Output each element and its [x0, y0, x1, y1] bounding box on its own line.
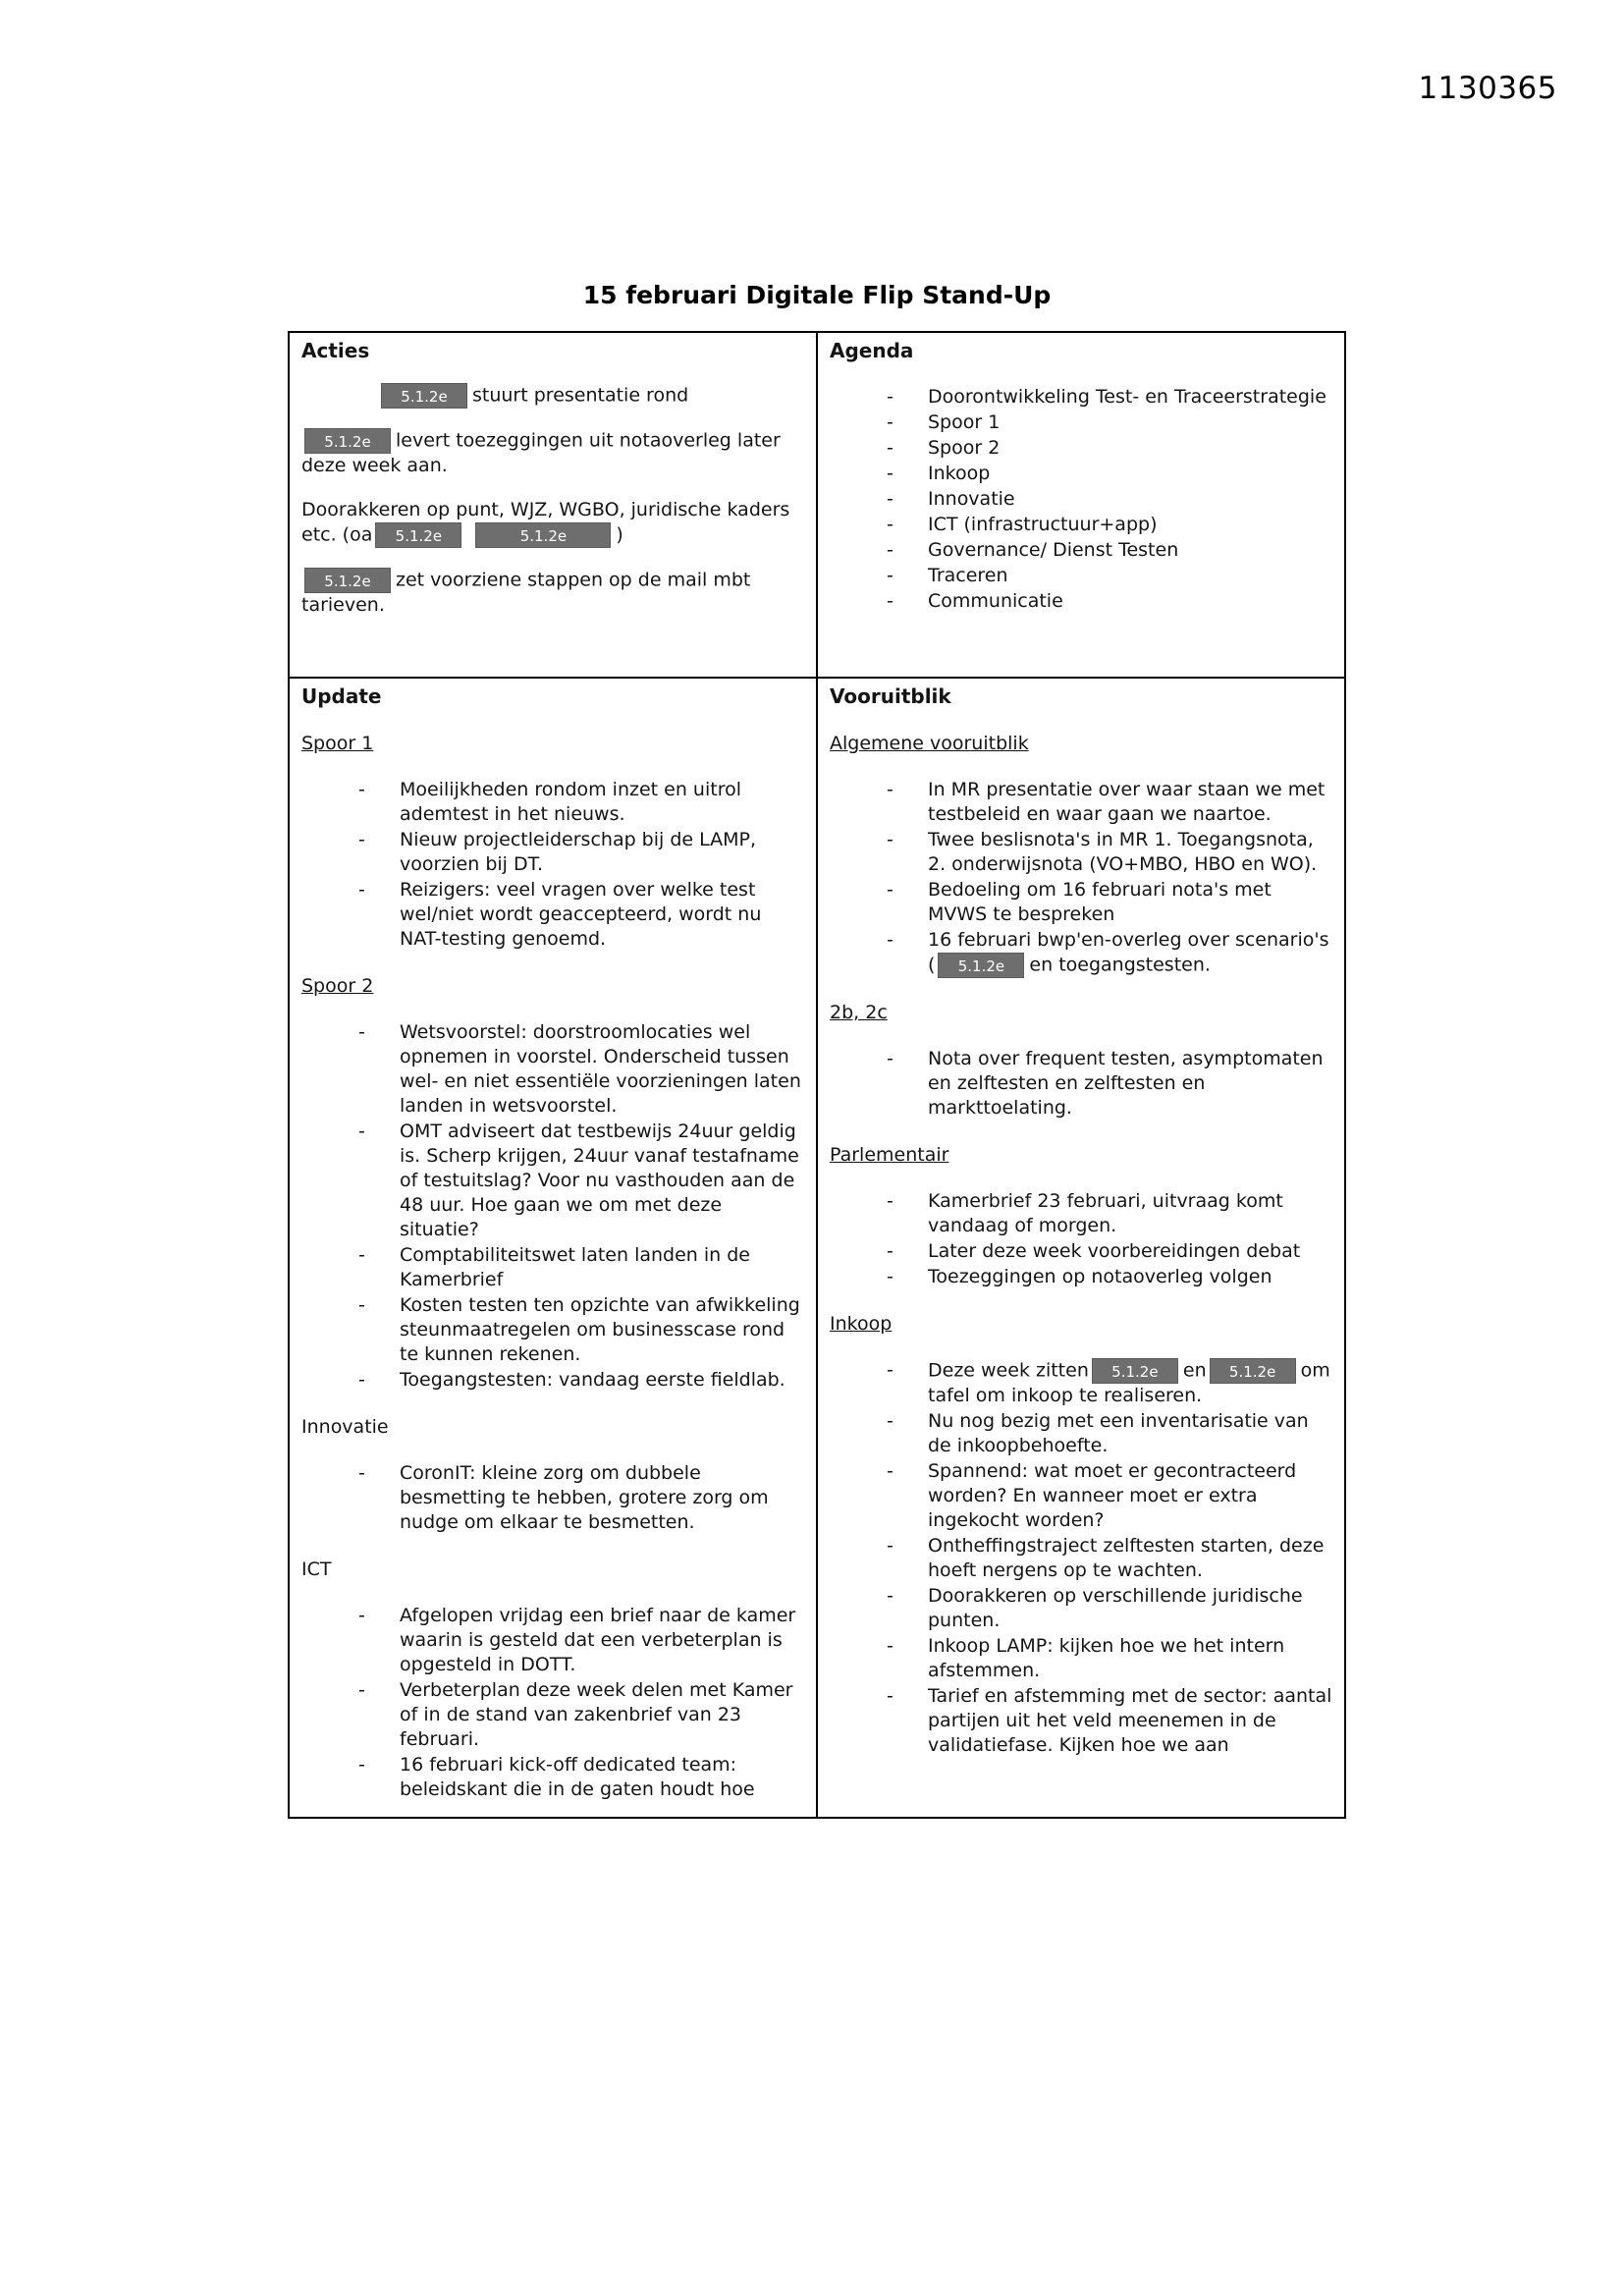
list-item: - Toezeggingen op notaoverleg volgen: [887, 1265, 1332, 1289]
list-item: - Ontheffingstraject zelftesten starten, deze hoeft nergens op te wachten.: [887, 1534, 1332, 1583]
section-title-algemene-vooruitblik: Algemene vooruitblik: [830, 733, 1029, 754]
list-item: - Inkoop: [887, 462, 1332, 486]
list-item: - Spannend: wat moet er gecontracteerd worden? En wanneer moet er extra ingekocht worden?: [887, 1459, 1332, 1533]
cell-vooruitblik: [817, 678, 1345, 1818]
section-title-inkoop: Inkoop: [830, 1313, 893, 1335]
list-item: - Spoor 2: [887, 436, 1332, 461]
section-title-2b-2c: 2b, 2c: [830, 1002, 888, 1023]
innovatie-list: [301, 1461, 804, 1535]
inkoop-list: [830, 1358, 1332, 1758]
list-item: - CoronIT: kleine zorg om dubbele besmetting te hebben, grotere zorg om nudge om elkaar te besmetten.: [358, 1461, 804, 1535]
vooruitblik-header: Vooruitblik: [830, 684, 951, 708]
page-title: 15 februari Digitale Flip Stand-Up: [582, 281, 1052, 309]
actie-text: zet voorziene stappen op de mail mbt tarieven.: [301, 569, 751, 616]
list-item: - Afgelopen vrijdag een brief naar de kamer waarin is gesteld dat een verbeterplan is opgesteld in DOTT.: [358, 1604, 804, 1677]
list-item: - OMT adviseert dat testbewijs 24uur geldig is. Scherp krijgen, 24uur vanaf testafname of testuitslag? Voor nu vasthouden aan de 48 uur. Hoe gaan we om met deze situatie?: [358, 1120, 804, 1242]
section-title-parlementair: Parlementair: [830, 1144, 949, 1166]
spoor2-list: [301, 1020, 804, 1393]
section-title-spoor1: Spoor 1: [301, 733, 374, 754]
list-item-text: 16 februari bwp'en-overleg over scenario's (: [928, 929, 1329, 976]
actie-text: Doorakkeren op punt, WJZ, WGBO, juridische kaders etc. (oa: [301, 499, 790, 546]
actie-text: ): [616, 523, 623, 546]
list-item: - Comptabiliteitswet laten landen in de Kamerbrief: [358, 1243, 804, 1292]
2b-2c-list: [830, 1047, 1332, 1121]
list-item: [887, 1358, 1332, 1408]
redaction-box: 5.1.2e: [304, 428, 391, 454]
list-item: - Inkoop LAMP: kijken hoe we het intern afstemmen.: [887, 1634, 1332, 1683]
list-item: [887, 928, 1332, 978]
cell-agenda: [817, 332, 1345, 678]
actie-paragraph-2: [301, 428, 804, 478]
section-title-ict: ICT: [301, 1558, 332, 1580]
redaction-box: 5.1.2e: [475, 522, 611, 548]
algemene-vooruitblik-list: [830, 778, 1332, 978]
list-item: - Kamerbrief 23 februari, uitvraag komt vandaag of morgen.: [887, 1189, 1332, 1238]
list-item: - Toegangstesten: vandaag eerste fieldlab.: [358, 1368, 804, 1393]
list-item: - Doorakkeren op verschillende juridische punten.: [887, 1584, 1332, 1633]
list-item: - Wetsvoorstel: doorstroomlocaties wel opnemen in voorstel. Onderscheid tussen wel- en niet essentiële voorzieningen laten landen in wetsvoorstel.: [358, 1020, 804, 1119]
cell-update: [289, 678, 817, 1818]
ict-list: [301, 1604, 804, 1802]
parlementair-list: [830, 1189, 1332, 1289]
list-item: - Later deze week voorbereidingen debat: [887, 1239, 1332, 1264]
spoor1-list: [301, 778, 804, 952]
list-item: - Communicatie: [887, 589, 1332, 614]
redaction-box: 5.1.2e: [1210, 1358, 1296, 1384]
list-item-text: Deze week zitten: [928, 1359, 1089, 1382]
list-item: - Tarief en afstemming met de sector: aantal partijen uit het veld meenemen in de validatiefase. Kijken hoe we aan: [887, 1684, 1332, 1758]
list-item: - Nota over frequent testen, asymptomaten en zelftesten en zelftesten en markttoelating.: [887, 1047, 1332, 1121]
list-item: - Nieuw projectleiderschap bij de LAMP, voorzien bij DT.: [358, 828, 804, 877]
list-item: - Moeilijkheden rondom inzet en uitrol ademtest in het nieuws.: [358, 778, 804, 827]
list-item-text: om tafel om inkoop te realiseren.: [928, 1359, 1330, 1406]
list-item: - Spoor 1: [887, 410, 1332, 435]
redaction-box: 5.1.2e: [375, 522, 461, 548]
list-item: - Verbeterplan deze week delen met Kamer of in de stand van zakenbrief van 23 februari.: [358, 1678, 804, 1752]
acties-header: Acties: [301, 339, 370, 362]
list-item-text: en toegangstesten.: [1029, 954, 1211, 976]
redaction-box: 5.1.2e: [381, 383, 467, 409]
redaction-box: 5.1.2e: [938, 953, 1024, 978]
list-item: - Governance/ Dienst Testen: [887, 538, 1332, 563]
redaction-box: 5.1.2e: [304, 568, 391, 593]
list-item: - Reizigers: veel vragen over welke test wel/niet wordt geaccepteerd, wordt nu NAT-testing genoemd.: [358, 878, 804, 952]
list-item: - Twee beslisnota's in MR 1. Toegangsnota, 2. onderwijsnota (VO+MBO, HBO en WO).: [887, 828, 1332, 877]
actie-paragraph-4: [301, 568, 804, 618]
document-sheet: [288, 281, 1346, 1819]
list-item: - Doorontwikkeling Test- en Traceerstrategie: [887, 385, 1332, 410]
list-item: - Kosten testen ten opzichte van afwikkeling steunmaatregelen om businesscase rond te kunnen rekenen.: [358, 1293, 804, 1367]
doc-number: 1130365: [1418, 71, 1557, 106]
section-title-innovatie: Innovatie: [301, 1416, 389, 1438]
agenda-list: [830, 385, 1332, 614]
actie-paragraph-3: [301, 498, 804, 548]
update-header: Update: [301, 684, 382, 708]
list-item: - In MR presentatie over waar staan we met testbeleid en waar gaan we naartoe.: [887, 778, 1332, 827]
cell-acties: [289, 332, 817, 678]
actie-text: levert toezeggingen uit notaoverleg later deze week aan.: [301, 429, 781, 476]
agenda-header: Agenda: [830, 339, 914, 362]
actie-paragraph-1: [378, 383, 804, 409]
list-item: - Bedoeling om 16 februari nota's met MVWS te bespreken: [887, 878, 1332, 927]
list-item: - 16 februari kick-off dedicated team: beleidskant die in de gaten houdt hoe: [358, 1753, 804, 1802]
redaction-box: 5.1.2e: [1092, 1358, 1178, 1384]
list-item: - Innovatie: [887, 487, 1332, 512]
list-item: - ICT (infrastructuur+app): [887, 513, 1332, 537]
actie-text: stuurt presentatie rond: [472, 384, 689, 407]
section-title-spoor2: Spoor 2: [301, 975, 374, 997]
list-item: - Nu nog bezig met een inventarisatie van de inkoopbehoefte.: [887, 1409, 1332, 1458]
list-item: - Traceren: [887, 564, 1332, 588]
standup-table: [288, 331, 1346, 1819]
list-item-text: en: [1182, 1359, 1207, 1382]
